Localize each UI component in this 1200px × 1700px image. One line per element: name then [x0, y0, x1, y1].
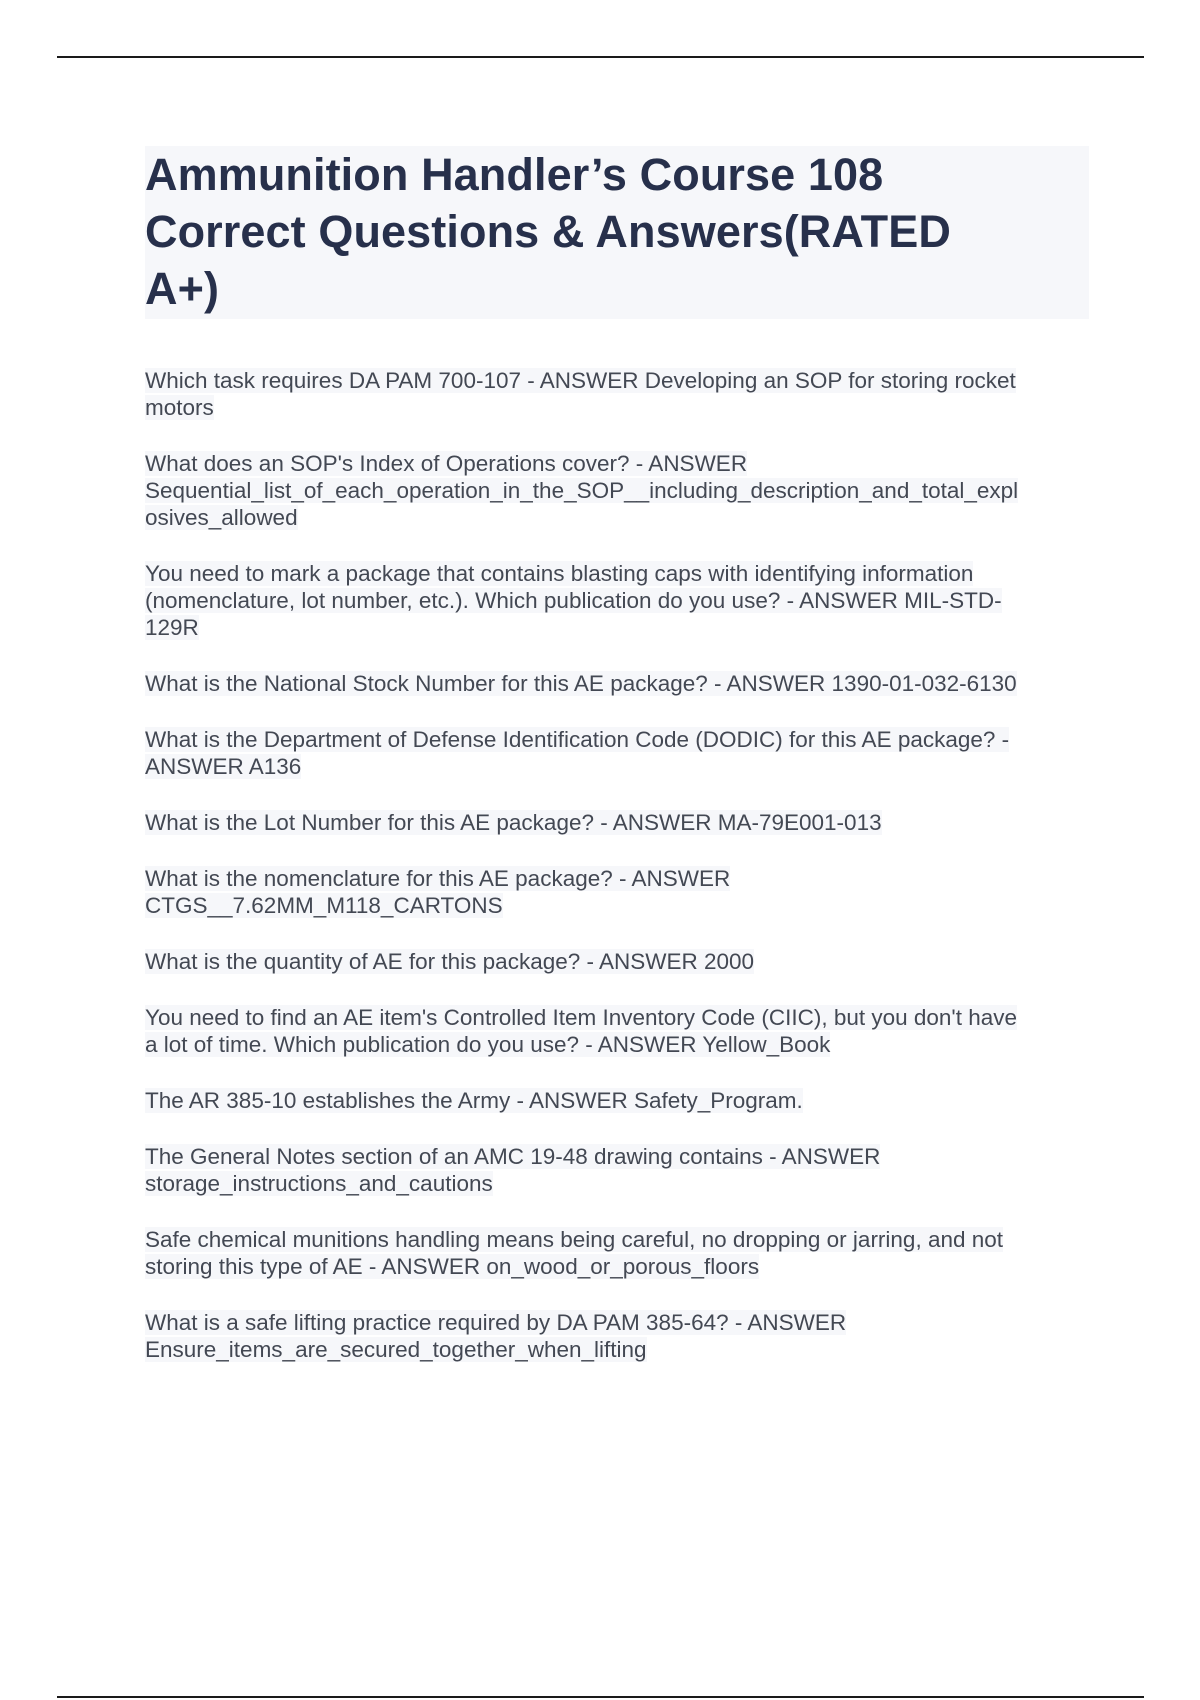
qa-line: The AR 385-10 establishes the Army - ANSWER Safety_Program. [145, 1088, 803, 1113]
qa-line: What is a safe lifting practice required by DA PAM 385-64? - ANSWER [145, 1310, 847, 1335]
qa-line: You need to mark a package that contains blasting caps with identifying information [145, 561, 974, 586]
title-line: A+) [145, 263, 220, 314]
qa-item [145, 450, 1095, 531]
qa-item [145, 1309, 1095, 1363]
qa-item [145, 1226, 1095, 1280]
qa-item [145, 1004, 1095, 1058]
qa-item [145, 809, 1095, 836]
qa-line: What is the National Stock Number for this AE package? - ANSWER 1390-01-032-6130 [145, 671, 1017, 696]
qa-item [145, 1143, 1095, 1197]
qa-line: Safe chemical munitions handling means being careful, no dropping or jarring, and not [145, 1227, 1004, 1252]
title-line: Ammunition Handler’s Course 108 [145, 149, 884, 200]
qa-line: Ensure_items_are_secured_together_when_lifting [145, 1337, 647, 1362]
qa-line: a lot of time. Which publication do you use? - ANSWER Yellow_Book [145, 1032, 831, 1057]
qa-line: Which task requires DA PAM 700-107 - ANSWER Developing an SOP for storing rocket [145, 368, 1016, 393]
document-title [145, 146, 1089, 317]
qa-line: motors [145, 395, 214, 420]
qa-list [145, 367, 1095, 1392]
qa-line: What is the nomenclature for this AE package? - ANSWER [145, 866, 731, 891]
top-rule [57, 56, 1144, 58]
qa-line: Sequential_list_of_each_operation_in_the_SOP__including_description_and_total_expl [145, 478, 1019, 503]
qa-line: osives_allowed [145, 505, 298, 530]
bottom-rule [57, 1696, 1144, 1698]
qa-line: What is the Lot Number for this AE package? - ANSWER MA-79E001-013 [145, 810, 882, 835]
qa-line: What is the quantity of AE for this package? - ANSWER 2000 [145, 949, 755, 974]
qa-line: What is the Department of Defense Identification Code (DODIC) for this AE package? - [145, 727, 1010, 752]
qa-item [145, 670, 1095, 697]
qa-line: storage_instructions_and_cautions [145, 1171, 493, 1196]
qa-item [145, 726, 1095, 780]
qa-line: CTGS__7.62MM_M118_CARTONS [145, 893, 503, 918]
qa-line: What does an SOP's Index of Operations cover? - ANSWER [145, 451, 748, 476]
qa-item [145, 865, 1095, 919]
qa-line: (nomenclature, lot number, etc.). Which publication do you use? - ANSWER MIL-STD- [145, 588, 1002, 613]
qa-line: You need to find an AE item's Controlled Item Inventory Code (CIIC), but you don't have [145, 1005, 1018, 1030]
qa-line: storing this type of AE - ANSWER on_wood_or_porous_floors [145, 1254, 760, 1279]
qa-item [145, 560, 1095, 641]
qa-line: 129R [145, 615, 199, 640]
title-block [145, 146, 1089, 319]
qa-line: ANSWER A136 [145, 754, 302, 779]
qa-item [145, 948, 1095, 975]
qa-item [145, 1087, 1095, 1114]
qa-item [145, 367, 1095, 421]
title-line: Correct Questions & Answers(RATED [145, 206, 951, 257]
qa-line: The General Notes section of an AMC 19-48 drawing contains - ANSWER [145, 1144, 881, 1169]
